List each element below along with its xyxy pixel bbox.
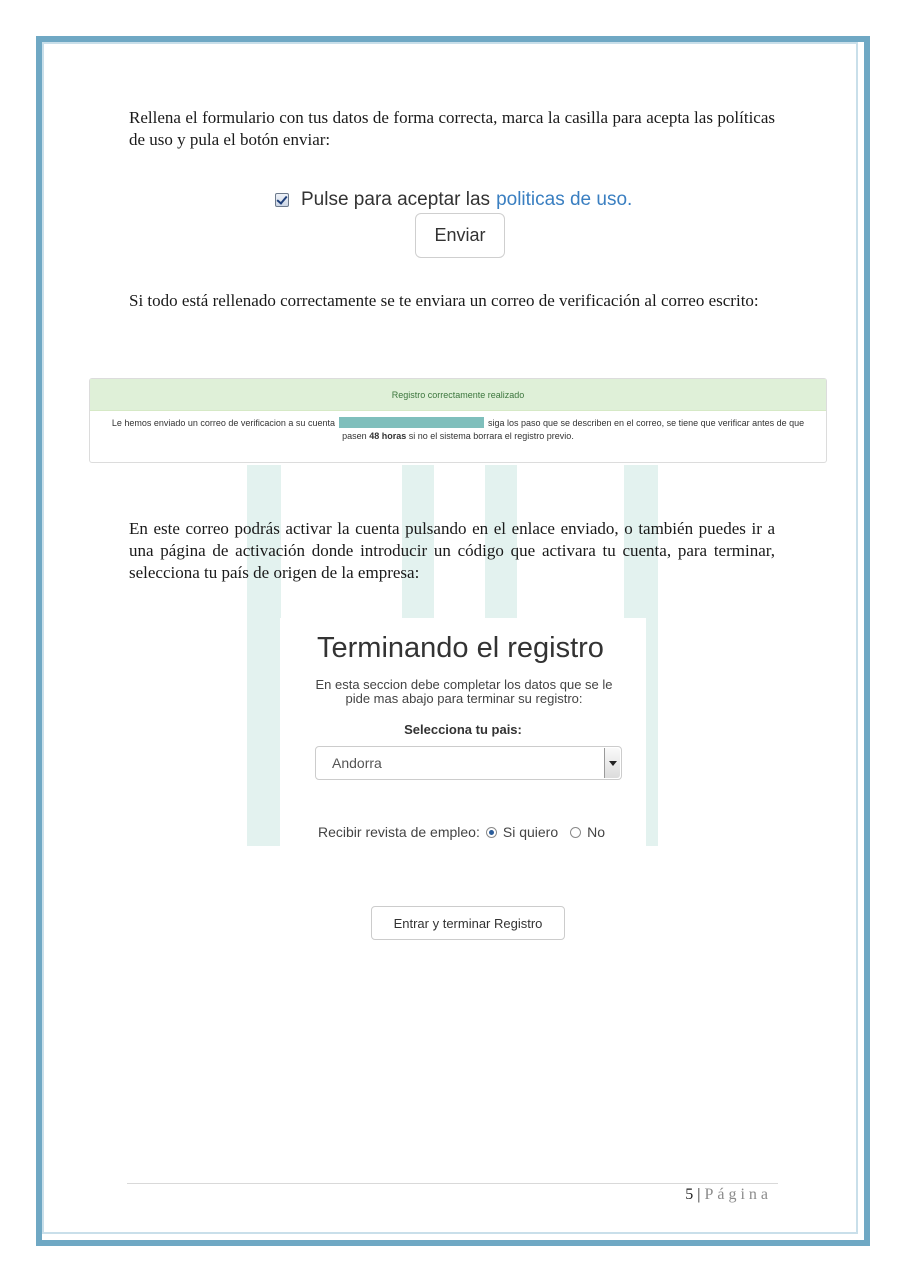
terms-link[interactable]: politicas de uso. xyxy=(496,189,633,210)
panel-text-before: Le hemos enviado un correo de verificacion a su cuenta xyxy=(111,418,335,428)
terms-label: Pulse para aceptar las xyxy=(301,189,491,210)
enviar-button[interactable]: Enviar xyxy=(415,213,505,258)
radio-no[interactable] xyxy=(570,827,581,838)
footer-separator: | xyxy=(697,1186,701,1203)
finish-title: Terminando el registro xyxy=(317,632,604,664)
country-select-value: Andorra xyxy=(332,755,382,771)
success-panel xyxy=(89,378,827,463)
terms-checkbox-row[interactable] xyxy=(275,186,632,214)
terms-checkbox[interactable] xyxy=(275,193,289,207)
footer-divider xyxy=(127,1183,778,1184)
success-panel-heading: Registro correctamente realizado xyxy=(90,379,826,411)
magazine-radio-row xyxy=(318,824,605,840)
country-label: Selecciona tu pais: xyxy=(404,722,522,737)
finish-registration-card xyxy=(280,618,646,846)
panel-text-after: siga los paso que se describen en el correo, se tiene que verificar antes de que pasen xyxy=(342,418,805,441)
instructions-paragraph-2: Si todo está rellenado correctamente se te enviara un correo de verificación al correo escrito: xyxy=(129,291,759,310)
page-word: Página xyxy=(704,1186,772,1203)
instructions-paragraph-3: En este correo podrás activar la cuenta pulsando en el enlace enviado, o también puedes ir a una página de activación donde introducir un código que activara tu cuenta, para terminar, selecciona tu país de origen de la empresa: xyxy=(129,519,775,582)
success-panel-body xyxy=(90,411,826,443)
panel-deadline: 48 horas xyxy=(369,431,407,441)
chevron-down-icon[interactable] xyxy=(604,748,620,778)
instructions-paragraph-1: Rellena el formulario con tus datos de forma correcta, marca la casilla para acepta las políticas de uso y pula el botón enviar: xyxy=(129,108,775,149)
finish-description: En esta seccion debe completar los datos que se le pide mas abajo para terminar su registro: xyxy=(315,677,613,706)
panel-text-end: si no el sistema borrara el registro previo. xyxy=(408,431,574,441)
page-number: 5 xyxy=(685,1186,694,1203)
redacted-email xyxy=(339,417,484,428)
radio-no-label[interactable]: No xyxy=(587,824,606,840)
radio-yes[interactable] xyxy=(486,827,497,838)
page-footer xyxy=(685,1186,772,1204)
radio-yes-label[interactable]: Si quiero xyxy=(502,824,559,840)
entrar-terminar-button[interactable]: Entrar y terminar Registro xyxy=(371,906,565,940)
magazine-label: Recibir revista de empleo: xyxy=(318,824,480,840)
country-select[interactable] xyxy=(315,746,622,780)
